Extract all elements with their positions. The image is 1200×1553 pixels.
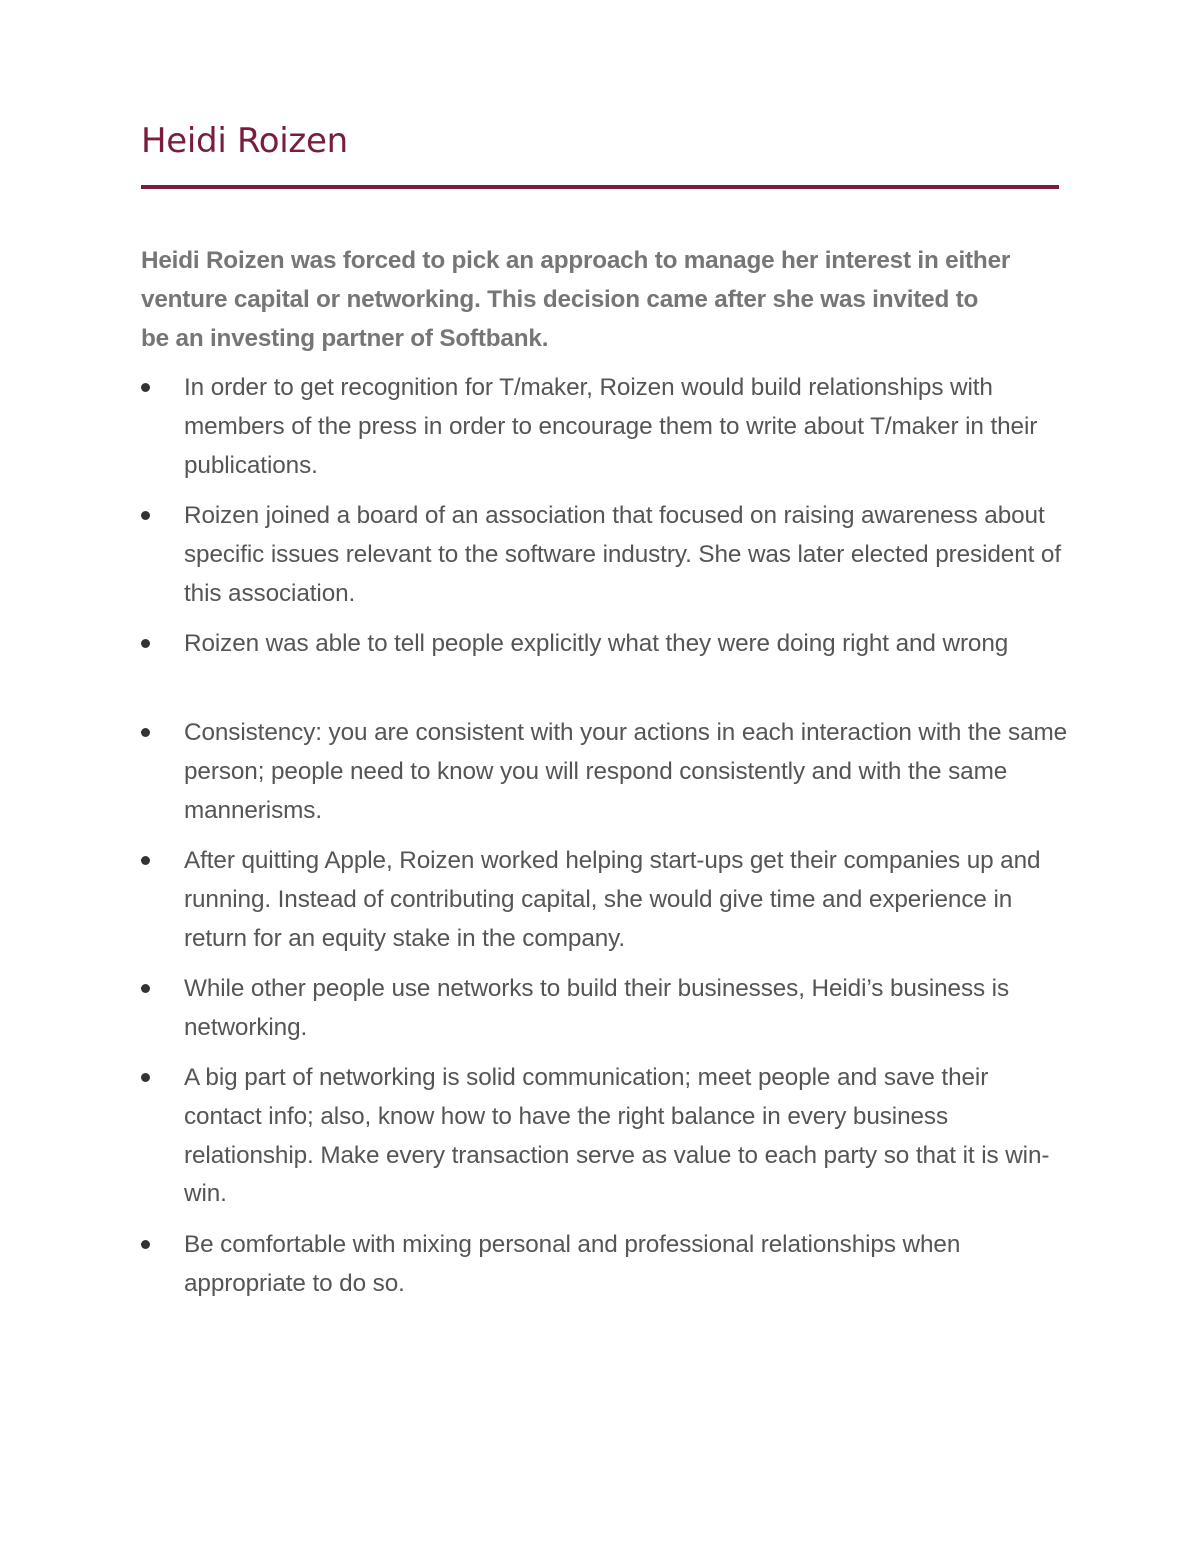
- bullet-text: Roizen joined a board of an association that focused on raising awareness about specific issues relevant to the software industry. She was later elected president of this association.: [184, 502, 1061, 607]
- bullet-text: While other people use networks to build their businesses, Heidi’s business is networking.: [184, 975, 1010, 1041]
- bullet-text: Be comfortable with mixing personal and professional relationships when appropriate to do so.: [184, 1231, 961, 1297]
- bullet-text: After quitting Apple, Roizen worked helping start-ups get their companies up and running. Instead of contributing capital, she would give time and experience in return for an equity stake in the company.: [184, 847, 1041, 952]
- bullet-text: Consistency: you are consistent with your actions in each interaction with the same person; people need to know you will respond consistently and with the same mannerisms.: [184, 719, 1068, 824]
- bullet-text: Roizen was able to tell people explicitly what they were doing right and wrong: [184, 630, 1009, 657]
- intro-paragraph: Heidi Roizen was forced to pick an approach to manage her interest in either venture capital or networking. This decision came after she was invited to be an investing partner of Softbank.: [141, 247, 1011, 352]
- bullet-point-icon: [141, 984, 150, 993]
- bullet-point-icon: [141, 856, 150, 865]
- bullet-point-icon: [141, 1240, 150, 1249]
- bullet-text: A big part of networking is solid communication; meet people and save their contact info; also, know how to have the right balance in every business relationship. Make every transaction serve as value to each party so that it is win-win.: [184, 1064, 1050, 1208]
- bullet-point-icon: [141, 639, 150, 648]
- document-title: Heidi Roizen: [141, 121, 348, 161]
- bullet-text: In order to get recognition for T/maker, Roizen would build relationships with members of the press in order to encourage them to write about T/maker in their publications.: [184, 374, 1038, 479]
- bullet-point-icon: [141, 1073, 150, 1082]
- bullet-point-icon: [141, 383, 150, 392]
- bullet-point-icon: [141, 511, 150, 520]
- bullet-point-icon: [141, 728, 150, 737]
